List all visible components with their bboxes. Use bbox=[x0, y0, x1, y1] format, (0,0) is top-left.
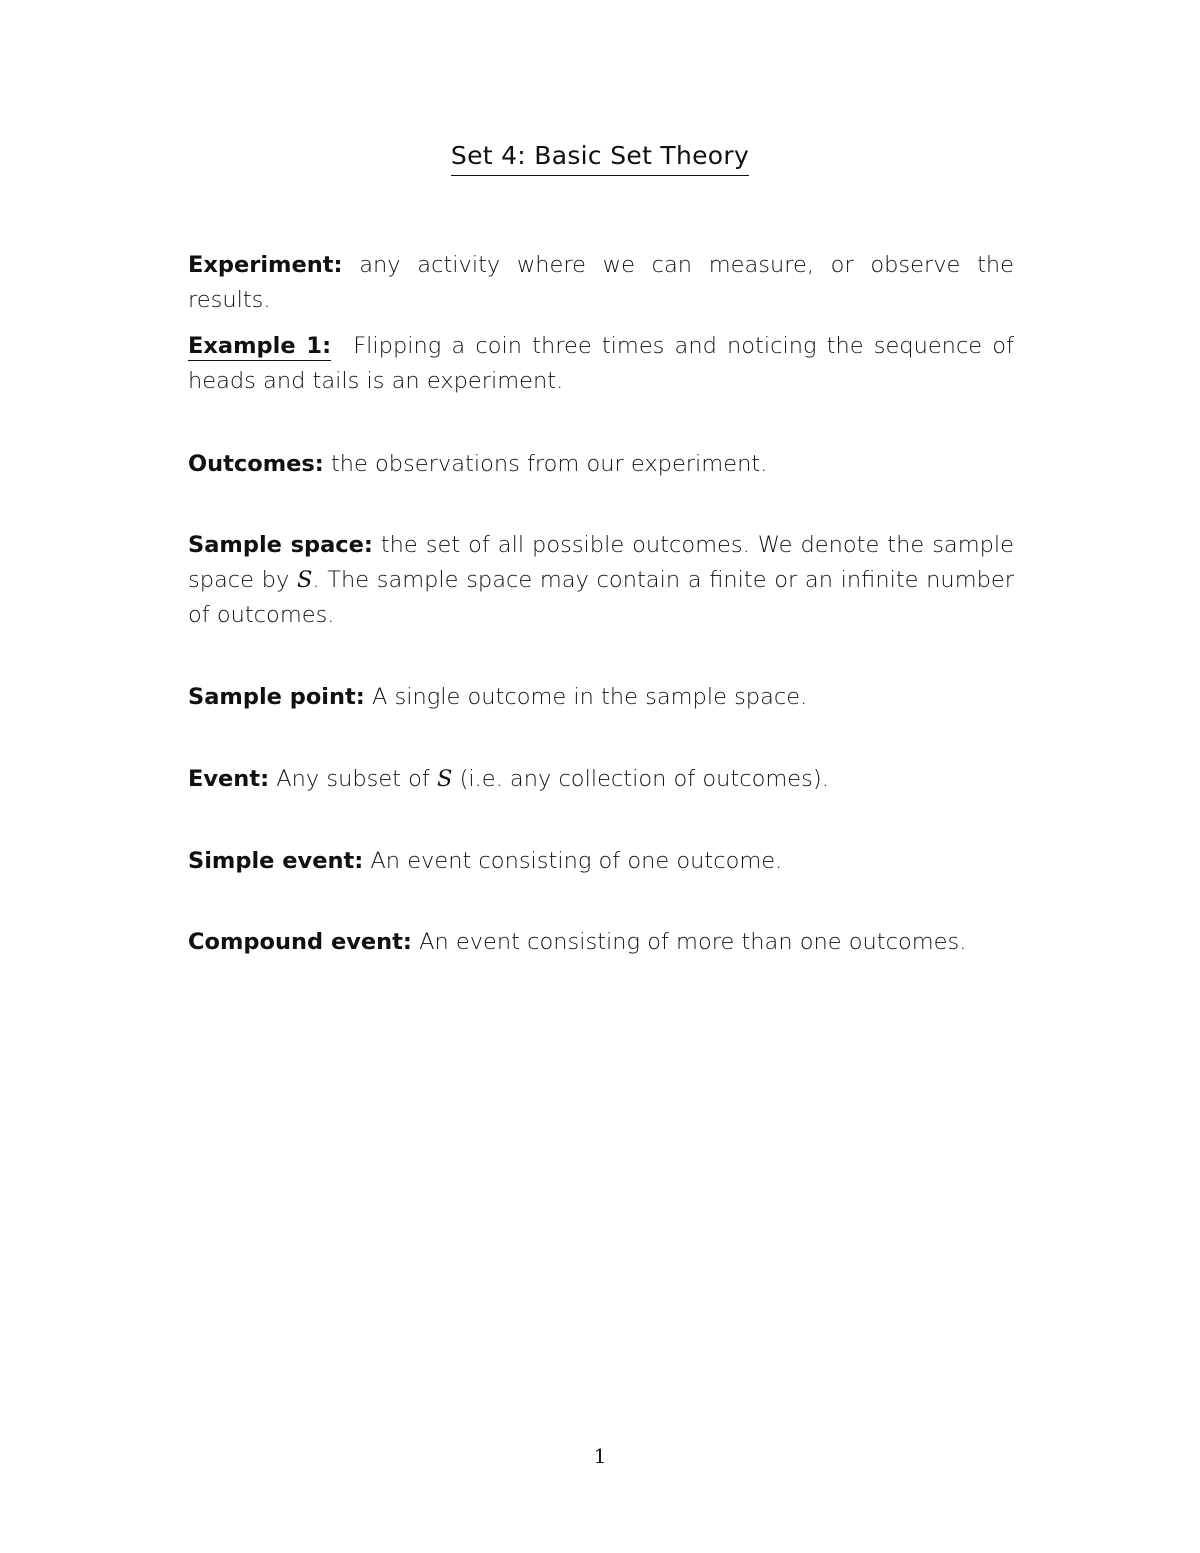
term-simple-event: Simple event: bbox=[188, 848, 364, 874]
term-compound-event: Compound event: bbox=[188, 929, 412, 955]
definition-event bbox=[188, 762, 1014, 797]
definition-text: Any subset of bbox=[276, 766, 430, 792]
definition-text: any activity where we can measure, or observe the results. bbox=[188, 252, 1014, 313]
term-experiment: Experiment: bbox=[188, 252, 343, 278]
math-symbol-s: S bbox=[437, 766, 453, 792]
term-sample-point: Sample point: bbox=[188, 684, 365, 710]
definition-text: (i.e. any collection of outcomes). bbox=[459, 766, 829, 792]
page-title bbox=[0, 138, 1200, 176]
definition-text: An event consisting of more than one outcomes. bbox=[419, 929, 967, 955]
definition-experiment bbox=[188, 248, 1014, 318]
term-sample-space: Sample space: bbox=[188, 532, 373, 558]
math-symbol-s: S bbox=[296, 567, 313, 593]
definition-text: the observations from our experiment. bbox=[330, 451, 768, 477]
definition-simple-event bbox=[188, 844, 1014, 879]
definition-sample-space bbox=[188, 528, 1014, 633]
definition-text: the set of all possible outcomes. We denote the sample space by bbox=[188, 532, 1014, 593]
definition-outcomes bbox=[188, 447, 1014, 482]
page-number: 1 bbox=[593, 1444, 607, 1468]
definition-text: A single outcome in the sample space. bbox=[371, 684, 808, 710]
term-outcomes: Outcomes: bbox=[188, 451, 324, 477]
term-event: Event: bbox=[188, 766, 270, 792]
definition-text: . The sample space may contain a finite or an infinite number of outcomes. bbox=[188, 567, 1014, 628]
definition-text: An event consisting of one outcome. bbox=[370, 848, 783, 874]
example-1 bbox=[188, 329, 1014, 399]
term-example-1: Example 1: bbox=[188, 333, 332, 359]
example-text: Flipping a coin three times and noticing the sequence of heads and tails is an experiment. bbox=[188, 333, 1014, 394]
definition-compound-event bbox=[188, 925, 1014, 960]
definition-sample-point bbox=[188, 680, 1014, 715]
page-title-text: Set 4: Basic Set Theory bbox=[451, 138, 749, 176]
